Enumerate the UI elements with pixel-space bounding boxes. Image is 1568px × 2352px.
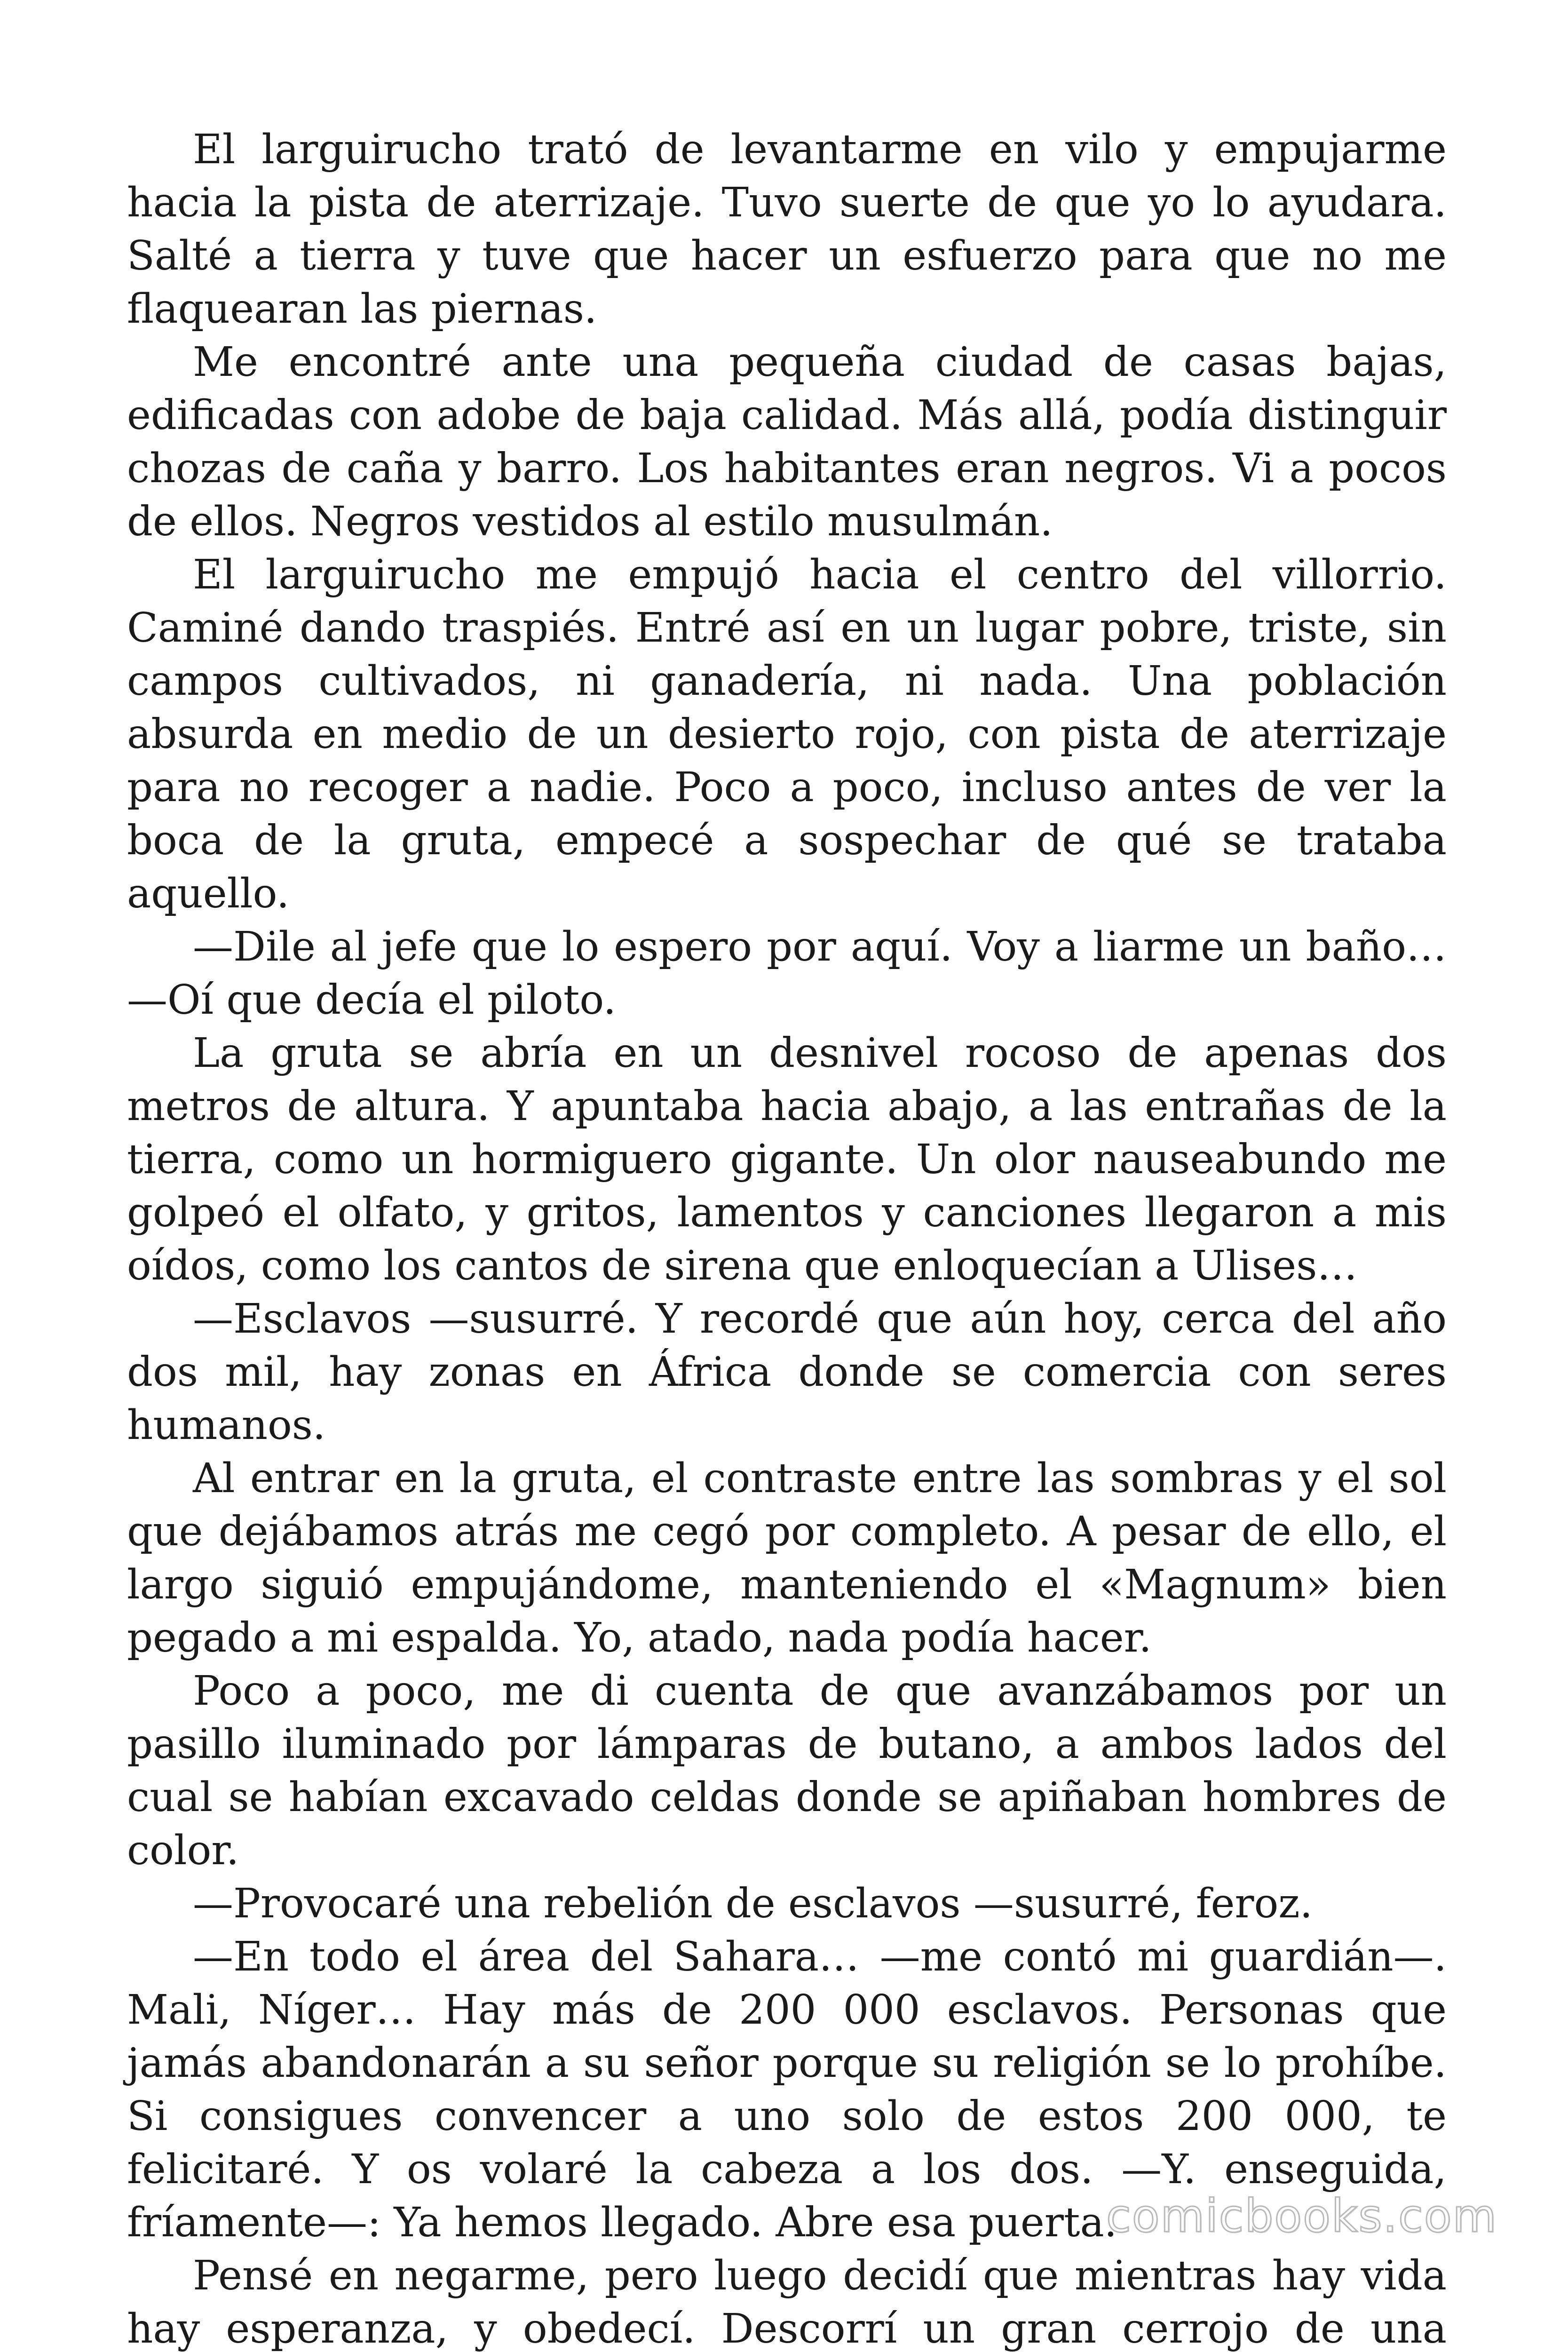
paragraph: Me encontré ante una pequeña ciudad de casas bajas, edificadas con adobe de baja calidad. Más allá, podía distinguir chozas de caña y barro. Los habitantes eran negros. Vi a pocos de ellos. Negros vestidos al estilo musulmán. (127, 339, 1447, 545)
paragraph: El larguirucho me empujó hacia el centro del villorrio. Caminé dando traspiés. Entré así en un lugar pobre, triste, sin campos cultivados, ni ganadería, ni nada. Una población absurda en medio de un desierto rojo, con pista de aterrizaje para no recoger a nadie. Poco a poco, incluso antes de ver la boca de la gruta, empecé a sospechar de qué se trataba aquello. (127, 551, 1447, 917)
paragraph-continued: Pensé en negarme, pero luego decidí que mientras hay vida hay esperanza, y obedecí. Descorrí un gran cerrojo de una (127, 2252, 1447, 2352)
paragraph: La gruta se abría en un desnivel rocoso de apenas dos metros de altura. Y apuntaba hacia abajo, a las entrañas de la tierra, como un hormiguero gigante. Un olor nauseabundo me golpeó el olfato, y gritos, lamentos y canciones llegaron a mis oídos, como los cantos de sirena que enloquecían a Ulises… (127, 1030, 1447, 1289)
paragraph: Poco a poco, me di cuenta de que avanzábamos por un pasillo iluminado por lámparas de butano, a ambos lados del cual se habían excavado celdas donde se apiñaban hombres de color. (127, 1668, 1447, 1874)
paragraph: El larguirucho trató de levantarme en vilo y empujarme hacia la pista de aterrizaje. Tuvo suerte de que yo lo ayudara. Salté a tierra y tuve que hacer un esfuerzo para que no me flaquearan las piernas. (127, 126, 1447, 333)
paragraph: —En todo el área del Sahara… —me contó mi guardián—. Mali, Níger… Hay más de 200 000 esclavos. Personas que jamás abandonarán a su señor porque su religión se lo prohíbe. Si consigues convencer a uno solo de estos 200 000, te felicitaré. Y os volaré la cabeza a los dos. —Y. enseguida, fríamente—: Ya hemos llegado. Abre esa puerta. (127, 1933, 1447, 2246)
paragraph: —Esclavos —susurré. Y recordé que aún hoy, cerca del año dos mil, hay zonas en África donde se comercia con seres humanos. (127, 1295, 1447, 1449)
watermark: comicbooks.com (1106, 2190, 1497, 2242)
book-page-text (127, 123, 1447, 2352)
paragraph: —Provocaré una rebelión de esclavos —susurré, feroz. (193, 1880, 1313, 1927)
paragraph: —Dile al jefe que lo espero por aquí. Voy a liarme un baño… —Oí que decía el piloto. (127, 923, 1447, 1024)
paragraph: Al entrar en la gruta, el contraste entre las sombras y el sol que dejábamos atrás me cegó por completo. A pesar de ello, el largo siguió empujándome, manteniendo el «Magnum» bien pegado a mi espalda. Yo, atado, nada podía hacer. (127, 1455, 1447, 1661)
